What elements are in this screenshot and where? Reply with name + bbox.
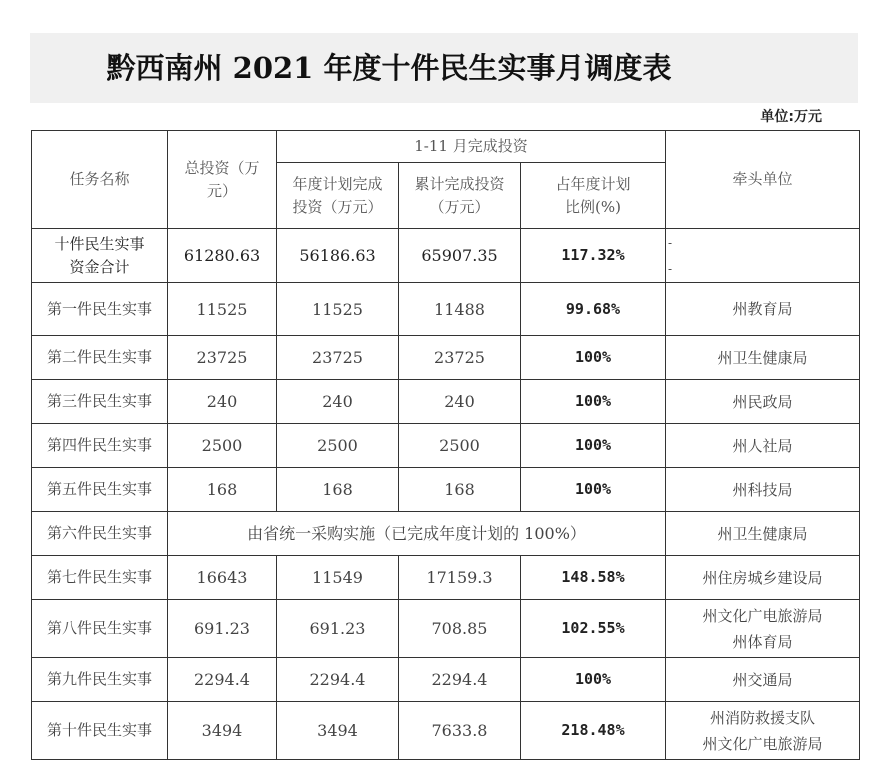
row-lead-unit: 州人社局 bbox=[666, 424, 860, 468]
row-name: 第二件民生实事 bbox=[32, 336, 168, 380]
row-ratio: 100% bbox=[521, 380, 666, 424]
header-total-investment-text: 总投资（万元） bbox=[184, 158, 260, 200]
row-plan: 2294.4 bbox=[277, 658, 399, 702]
row-plan: 2500 bbox=[277, 424, 399, 468]
row-cumulative: 708.85 bbox=[399, 600, 521, 658]
row-plan: 11549 bbox=[277, 556, 399, 600]
table-row bbox=[32, 424, 860, 468]
row-lead-unit: 州文化广电旅游局 州体育局 bbox=[666, 600, 860, 658]
row-plan: 168 bbox=[277, 468, 399, 512]
row-lead-unit: 州交通局 bbox=[666, 658, 860, 702]
table-row bbox=[32, 336, 860, 380]
row-cumulative: 168 bbox=[399, 468, 521, 512]
row-name: 第九件民生实事 bbox=[32, 658, 168, 702]
row-lead-unit: 州教育局 bbox=[666, 283, 860, 336]
row-ratio: 102.55% bbox=[521, 600, 666, 658]
row-lead-unit: 州卫生健康局 bbox=[666, 512, 860, 556]
row-name: 第五件民生实事 bbox=[32, 468, 168, 512]
row-name: 第八件民生实事 bbox=[32, 600, 168, 658]
page-title: 黔西南州 2021 年度十件民生实事月调度表 bbox=[106, 51, 672, 85]
header-cumulative bbox=[399, 163, 521, 229]
row-ratio: 100% bbox=[521, 424, 666, 468]
row-total: 240 bbox=[168, 380, 277, 424]
total-row-cumulative: 65907.35 bbox=[399, 229, 521, 283]
title-bar bbox=[30, 33, 858, 103]
schedule-table bbox=[31, 130, 860, 760]
row-name: 第四件民生实事 bbox=[32, 424, 168, 468]
row-ratio: 218.48% bbox=[521, 702, 666, 760]
total-row bbox=[32, 229, 860, 283]
header-plan-complete-text: 年度计划完成投资（万元） bbox=[292, 174, 383, 216]
row-lead-unit: 州卫生健康局 bbox=[666, 336, 860, 380]
row-ratio: 100% bbox=[521, 468, 666, 512]
row-total: 16643 bbox=[168, 556, 277, 600]
row-total: 691.23 bbox=[168, 600, 277, 658]
row-cumulative: 17159.3 bbox=[399, 556, 521, 600]
row-merged-note: 由省统一采购实施（已完成年度计划的 100%） bbox=[168, 512, 666, 556]
header-progress-group: 1-11 月完成投资 bbox=[277, 131, 666, 163]
table-row bbox=[32, 702, 860, 760]
table-row bbox=[32, 556, 860, 600]
row-plan: 11525 bbox=[277, 283, 399, 336]
row-lead-unit: 州住房城乡建设局 bbox=[666, 556, 860, 600]
row-plan: 23725 bbox=[277, 336, 399, 380]
header-task-name: 任务名称 bbox=[32, 131, 168, 229]
row-ratio: 100% bbox=[521, 336, 666, 380]
total-row-lead: - - bbox=[666, 229, 860, 283]
row-lead-unit: 州科技局 bbox=[666, 468, 860, 512]
table-row bbox=[32, 283, 860, 336]
row-total: 11525 bbox=[168, 283, 277, 336]
total-row-plan: 56186.63 bbox=[277, 229, 399, 283]
header-cumulative-text: 累计完成投资（万元） bbox=[414, 174, 505, 216]
row-cumulative: 23725 bbox=[399, 336, 521, 380]
table-row bbox=[32, 512, 860, 556]
table-row bbox=[32, 600, 860, 658]
row-ratio: 99.68% bbox=[521, 283, 666, 336]
row-plan: 240 bbox=[277, 380, 399, 424]
row-cumulative: 2294.4 bbox=[399, 658, 521, 702]
table-row bbox=[32, 658, 860, 702]
row-cumulative: 2500 bbox=[399, 424, 521, 468]
row-cumulative: 7633.8 bbox=[399, 702, 521, 760]
header-lead-unit: 牵头单位 bbox=[666, 131, 860, 229]
total-row-total: 61280.63 bbox=[168, 229, 277, 283]
row-cumulative: 240 bbox=[399, 380, 521, 424]
row-total: 3494 bbox=[168, 702, 277, 760]
row-name: 第六件民生实事 bbox=[32, 512, 168, 556]
row-plan: 691.23 bbox=[277, 600, 399, 658]
table-row bbox=[32, 380, 860, 424]
row-total: 2500 bbox=[168, 424, 277, 468]
row-cumulative: 11488 bbox=[399, 283, 521, 336]
total-row-ratio: 117.32% bbox=[521, 229, 666, 283]
row-total: 2294.4 bbox=[168, 658, 277, 702]
row-plan: 3494 bbox=[277, 702, 399, 760]
row-total: 23725 bbox=[168, 336, 277, 380]
row-name: 第三件民生实事 bbox=[32, 380, 168, 424]
header-ratio bbox=[521, 163, 666, 229]
row-lead-unit: 州消防救援支队 州文化广电旅游局 bbox=[666, 702, 860, 760]
row-ratio: 100% bbox=[521, 658, 666, 702]
table-row bbox=[32, 468, 860, 512]
row-name: 第十件民生实事 bbox=[32, 702, 168, 760]
row-name: 第一件民生实事 bbox=[32, 283, 168, 336]
row-total: 168 bbox=[168, 468, 277, 512]
header-ratio-text: 占年度计划比例(%) bbox=[555, 174, 631, 216]
header-total-investment bbox=[168, 131, 277, 229]
row-ratio: 148.58% bbox=[521, 556, 666, 600]
total-row-name: 十件民生实事资金合计 bbox=[32, 229, 168, 283]
unit-label: 单位:万元 bbox=[760, 109, 822, 125]
row-lead-unit: 州民政局 bbox=[666, 380, 860, 424]
row-name: 第七件民生实事 bbox=[32, 556, 168, 600]
header-plan-complete bbox=[277, 163, 399, 229]
